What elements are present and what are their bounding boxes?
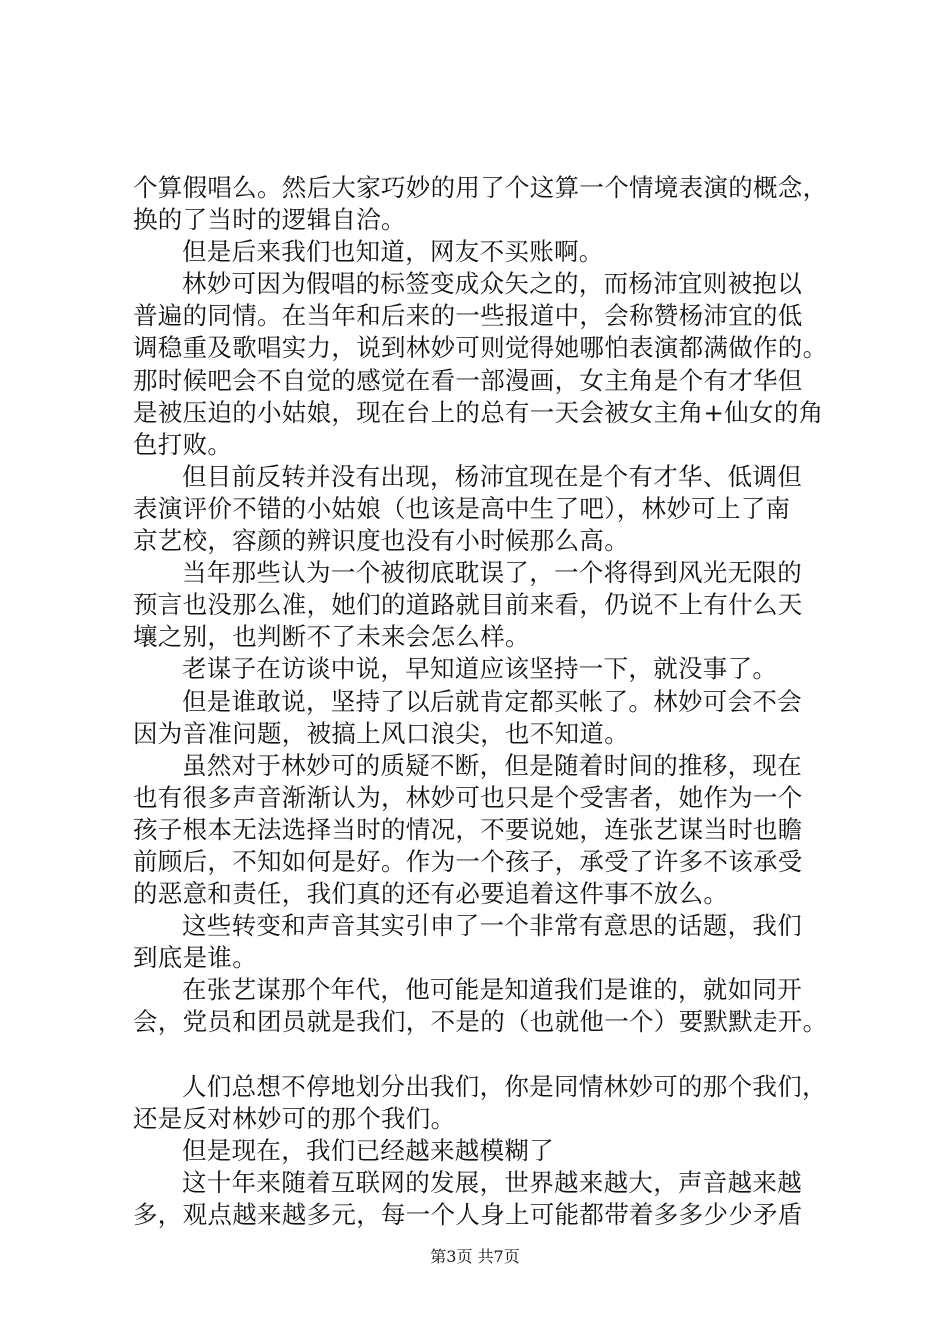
text-line: 的恶意和责任，我们真的还有必要追着这件事不放么。 — [133, 879, 729, 909]
text-line: 壤之别，也判断不了未来会怎么样。 — [133, 622, 530, 652]
text-line: 人们总想不停地划分出我们，你是同情林妙可的那个我们， — [182, 1071, 827, 1101]
text-line: 还是反对林妙可的那个我们。 — [133, 1103, 456, 1133]
text-line: 这些转变和声音其实引申了一个非常有意思的话题，我们 — [182, 911, 802, 941]
text-line: 林妙可因为假唱的标签变成众矢之的，而杨沛宜则被抱以 — [182, 269, 802, 299]
text-line: 京艺校，容颜的辨识度也没有小时候那么高。 — [133, 526, 629, 556]
text-line: 但是谁敢说，坚持了以后就肯定都买帐了。林妙可会不会 — [182, 686, 802, 716]
text-line: 前顾后，不知如何是好。作为一个孩子，承受了许多不该承受 — [133, 846, 803, 876]
text-line: 多，观点越来越多元，每一个人身上可能都带着多多少少矛盾 — [133, 1200, 803, 1229]
text-line: 但目前反转并没有出现，杨沛宜现在是个有才华、低调但 — [182, 461, 802, 491]
text-line: 虽然对于林妙可的质疑不断，但是随着时间的推移，现在 — [182, 750, 802, 780]
text-line: 孩子根本无法选择当时的情况，不要说她，连张艺谋当时也瞻 — [133, 814, 803, 844]
text-line: 预言也没那么准，她们的道路就目前来看，仍说不上有什么天 — [133, 590, 803, 620]
text-line: 换的了当时的逻辑自洽。 — [133, 205, 406, 235]
text-line: 普遍的同情。在当年和后来的一些报道中，会称赞杨沛宜的低 — [133, 301, 803, 331]
text-line: 当年那些认为一个被彻底耽误了，一个将得到风光无限的 — [182, 558, 802, 588]
text-line: 那时候吧会不自觉的感觉在看一部漫画，女主角是个有才华但 — [133, 365, 803, 395]
text-line: 在张艺谋那个年代，他可能是知道我们是谁的，就如同开 — [182, 975, 802, 1005]
text-line: 会，党员和团员就是我们，不是的（也就他一个）要默默走开。 — [133, 1007, 828, 1037]
text-line: 这十年来随着互联网的发展，世界越来越大，声音越来越 — [182, 1167, 802, 1197]
text-line: 因为音准问题，被搞上风口浪尖，也不知道。 — [133, 718, 629, 748]
document-body — [133, 172, 833, 1231]
text-line: 是被压迫的小姑娘，现在台上的总有一天会被女主角+仙女的角 — [133, 397, 824, 427]
text-line: 但是现在，我们已经越来越模糊了 — [182, 1135, 554, 1165]
text-line — [133, 1039, 833, 1071]
text-line: 老谋子在访谈中说，早知道应该坚持一下，就没事了。 — [182, 654, 778, 684]
text-line: 也有很多声音渐渐认为，林妙可也只是个受害者，她作为一个 — [133, 782, 803, 812]
text-line: 个算假唱么。然后大家巧妙的用了个这算一个情境表演的概念， — [133, 173, 828, 202]
text-line: 到底是谁。 — [133, 943, 257, 973]
text-line: 但是后来我们也知道，网友不买账啊。 — [182, 237, 604, 267]
text-line: 调稳重及歌唱实力，说到林妙可则觉得她哪怕表演都满做作的。 — [133, 333, 828, 363]
page-footer: 第3页 共7页 — [430, 1247, 520, 1266]
text-line: 表演评价不错的小姑娘（也该是高中生了吧），林妙可上了南 — [133, 493, 791, 523]
text-line: 色打败。 — [133, 429, 233, 459]
